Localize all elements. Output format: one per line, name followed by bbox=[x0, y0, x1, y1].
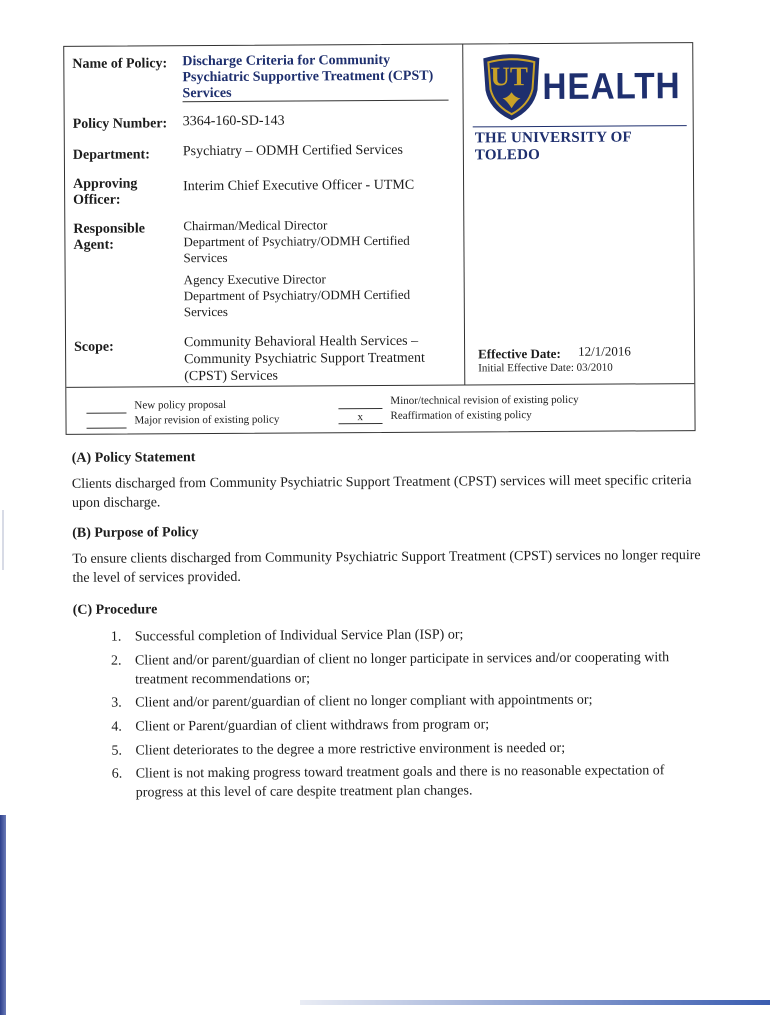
effective-date-label bbox=[478, 346, 561, 363]
section-b-heading: (B) Purpose of Policy bbox=[72, 525, 199, 541]
new-policy-blank[interactable] bbox=[86, 413, 126, 414]
procedure-number: 3. bbox=[111, 695, 122, 711]
approving-label-line: Approving bbox=[73, 176, 138, 192]
procedure-text: Client and/or parent/guardian of client no longer compliant with appointments or; bbox=[135, 692, 593, 711]
effective-date-label-text: Effective Date: bbox=[478, 345, 561, 362]
approving-officer-label bbox=[73, 176, 138, 208]
name-of-policy-label: Name of Policy: bbox=[72, 56, 168, 72]
university-name: THE UNIVERSITY OF TOLEDO bbox=[474, 129, 632, 164]
procedure-number: 5. bbox=[111, 743, 123, 759]
responsible-line: Chairman/Medical Director bbox=[183, 217, 328, 234]
procedure-line: Client is not making progress toward treatment goals and there is no reasonable expectation of bbox=[135, 763, 665, 782]
procedure-number: 1. bbox=[110, 629, 122, 645]
scope-value bbox=[184, 333, 425, 385]
responsible-line: Agency Executive Director bbox=[183, 271, 326, 288]
effective-date-value: 12/1/2016 bbox=[578, 343, 631, 359]
approving-officer-value: Interim Chief Executive Officer - UTMC bbox=[183, 177, 415, 195]
health-wordmark: HEALTH bbox=[542, 65, 681, 107]
policy-header-box bbox=[63, 42, 695, 435]
department-label: Department: bbox=[72, 147, 150, 163]
section-c-heading: (C) Procedure bbox=[72, 602, 158, 618]
logo-rule bbox=[473, 125, 687, 127]
procedure-line: Client and/or parent/guardian of client no longer participate in services and/or cooperating with bbox=[134, 650, 670, 669]
procedure-text: Client deteriorates to the degree a more restrictive environment is needed or; bbox=[135, 740, 566, 759]
department-value: Psychiatry – ODMH Certified Services bbox=[182, 142, 403, 160]
new-policy-label: New policy proposal bbox=[134, 398, 227, 412]
responsible-label-line: Responsible bbox=[73, 221, 145, 237]
responsible-line: Services bbox=[183, 303, 228, 320]
procedure-text: Successful completion of Individual Service Plan (ISP) or; bbox=[134, 627, 464, 645]
responsible-agent-value-1 bbox=[183, 217, 410, 266]
reaffirmation-blank[interactable] bbox=[339, 423, 383, 424]
initial-effective-date: Initial Effective Date: 03/2010 bbox=[478, 361, 613, 375]
scan-edge-bottom bbox=[300, 1000, 770, 1005]
responsible-line: Services bbox=[183, 249, 228, 266]
procedure-text bbox=[135, 648, 695, 689]
section-a-line: upon discharge. bbox=[71, 495, 161, 511]
scan-edge-left bbox=[0, 815, 6, 1015]
header-divider-vertical bbox=[462, 44, 465, 384]
procedure-line: progress at this level of care despite treatment plan changes. bbox=[135, 783, 473, 801]
ut-health-logo bbox=[480, 51, 685, 124]
responsible-agent-label bbox=[73, 221, 145, 253]
section-a-line: Clients discharged from Community Psychiatric Support Treatment (CPST) services will meet specific criteria bbox=[71, 473, 692, 492]
approving-label-line: Officer: bbox=[73, 192, 121, 208]
scope-line: Community Psychiatric Support Treatment bbox=[184, 350, 425, 368]
procedure-number: 6. bbox=[111, 766, 123, 782]
scope-line: (CPST) Services bbox=[184, 368, 279, 385]
section-b-line: the level of services provided. bbox=[72, 569, 241, 586]
section-a-text bbox=[72, 471, 712, 513]
section-b-line: To ensure clients discharged from Community Psychiatric Support Treatment (CPST) services no longer require bbox=[72, 548, 701, 567]
section-a-heading: (A) Policy Statement bbox=[71, 450, 196, 466]
major-revision-label: Major revision of existing policy bbox=[134, 413, 280, 427]
procedure-text: Client or Parent/guardian of client withdraws from program or; bbox=[135, 717, 490, 735]
scope-label: Scope: bbox=[74, 339, 114, 355]
shield-letters: UT bbox=[490, 61, 529, 92]
minor-revision-blank[interactable] bbox=[338, 408, 382, 409]
responsible-label-line: Agent: bbox=[73, 237, 114, 253]
scan-artifact bbox=[2, 510, 4, 570]
shield-icon bbox=[480, 52, 542, 122]
major-revision-blank[interactable] bbox=[87, 428, 127, 429]
procedure-number: 2. bbox=[110, 653, 122, 669]
policy-title-line: Discharge Criteria for Community bbox=[182, 52, 391, 70]
procedure-number: 4. bbox=[111, 719, 122, 735]
policy-title-line: Services bbox=[182, 85, 232, 102]
reaffirmation-checkmark: x bbox=[357, 411, 364, 424]
policy-number-label: Policy Number: bbox=[72, 116, 168, 132]
scope-line: Community Behavioral Health Services – bbox=[183, 333, 419, 351]
procedure-text bbox=[136, 761, 696, 802]
section-b-text bbox=[72, 546, 712, 588]
procedure-line: treatment recommendations or; bbox=[135, 671, 311, 688]
policy-title-line: Psychiatric Supportive Treatment (CPST) bbox=[182, 68, 434, 86]
responsible-agent-value-2 bbox=[184, 271, 411, 320]
responsible-line: Department of Psychiatry/ODMH Certified bbox=[183, 232, 410, 250]
responsible-line: Department of Psychiatry/ODMH Certified bbox=[183, 286, 411, 304]
policy-number-value: 3364-160-SD-143 bbox=[182, 113, 285, 130]
title-underline bbox=[183, 100, 449, 103]
name-of-policy-value bbox=[182, 53, 452, 103]
minor-revision-label: Minor/technical revision of existing policy bbox=[390, 393, 579, 407]
reaffirmation-label: Reaffirmation of existing policy bbox=[390, 409, 532, 422]
